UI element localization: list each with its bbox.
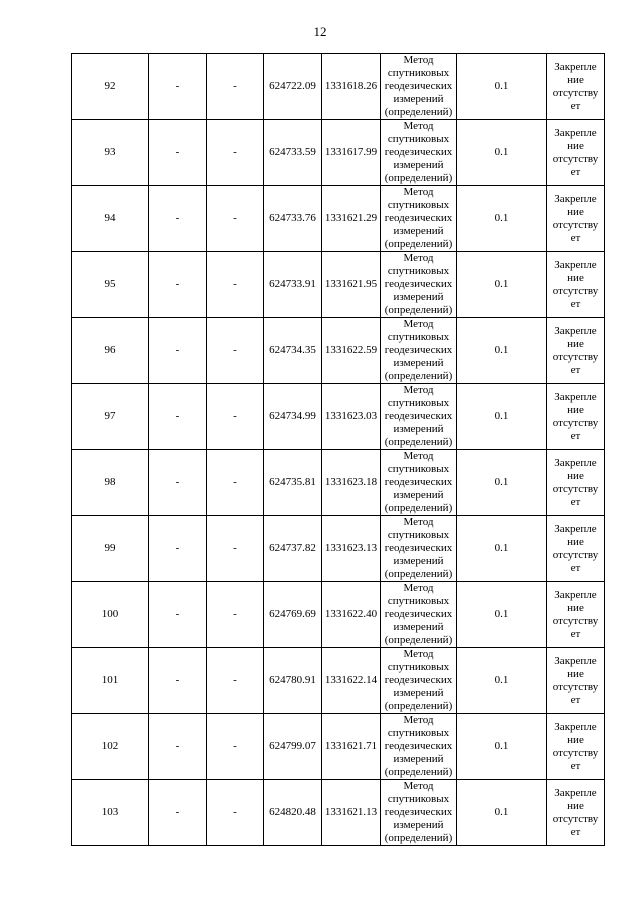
cell-empty-dash: - — [149, 54, 207, 120]
cell-accuracy: 0.1 — [457, 384, 547, 450]
table-row — [72, 780, 605, 846]
cell-fixing: Закрепле ние отсутству ет — [547, 384, 605, 450]
table-row — [72, 648, 605, 714]
table-row — [72, 252, 605, 318]
cell-coordinate-y: 1331622.59 — [322, 318, 381, 384]
cell-empty-dash: - — [149, 186, 207, 252]
cell-accuracy: 0.1 — [457, 54, 547, 120]
cell-accuracy: 0.1 — [457, 120, 547, 186]
cell-method: Метод спутниковых геодезических измерений (определений) — [381, 780, 457, 846]
cell-point-number: 101 — [72, 648, 149, 714]
cell-fixing: Закрепле ние отсутству ет — [547, 582, 605, 648]
cell-fixing: Закрепле ние отсутству ет — [547, 516, 605, 582]
cell-coordinate-y: 1331622.40 — [322, 582, 381, 648]
cell-method: Метод спутниковых геодезических измерений (определений) — [381, 54, 457, 120]
cell-empty-dash: - — [207, 780, 264, 846]
cell-empty-dash: - — [149, 516, 207, 582]
cell-coordinate-y: 1331623.13 — [322, 516, 381, 582]
cell-point-number: 103 — [72, 780, 149, 846]
cell-coordinate-x: 624734.35 — [264, 318, 322, 384]
cell-coordinate-x: 624820.48 — [264, 780, 322, 846]
cell-coordinate-y: 1331617.99 — [322, 120, 381, 186]
cell-coordinate-x: 624735.81 — [264, 450, 322, 516]
cell-empty-dash: - — [207, 120, 264, 186]
table-row — [72, 54, 605, 120]
cell-method: Метод спутниковых геодезических измерений (определений) — [381, 120, 457, 186]
cell-point-number: 92 — [72, 54, 149, 120]
cell-coordinate-y: 1331623.03 — [322, 384, 381, 450]
cell-fixing: Закрепле ние отсутству ет — [547, 120, 605, 186]
table-row — [72, 384, 605, 450]
cell-coordinate-x: 624769.69 — [264, 582, 322, 648]
cell-empty-dash: - — [149, 582, 207, 648]
cell-coordinate-y: 1331623.18 — [322, 450, 381, 516]
cell-point-number: 95 — [72, 252, 149, 318]
cell-accuracy: 0.1 — [457, 252, 547, 318]
cell-coordinate-x: 624799.07 — [264, 714, 322, 780]
table-row — [72, 714, 605, 780]
cell-coordinate-y: 1331621.13 — [322, 780, 381, 846]
cell-point-number: 100 — [72, 582, 149, 648]
cell-empty-dash: - — [149, 648, 207, 714]
cell-point-number: 99 — [72, 516, 149, 582]
table-row — [72, 582, 605, 648]
cell-empty-dash: - — [207, 714, 264, 780]
cell-coordinate-x: 624734.99 — [264, 384, 322, 450]
cell-method: Метод спутниковых геодезических измерений (определений) — [381, 186, 457, 252]
cell-method: Метод спутниковых геодезических измерений (определений) — [381, 714, 457, 780]
cell-coordinate-y: 1331621.29 — [322, 186, 381, 252]
cell-empty-dash: - — [149, 780, 207, 846]
cell-fixing: Закрепле ние отсутству ет — [547, 252, 605, 318]
cell-point-number: 94 — [72, 186, 149, 252]
cell-coordinate-x: 624733.59 — [264, 120, 322, 186]
table-row — [72, 516, 605, 582]
cell-fixing: Закрепле ние отсутству ет — [547, 450, 605, 516]
cell-coordinate-x: 624737.82 — [264, 516, 322, 582]
cell-coordinate-x: 624722.09 — [264, 54, 322, 120]
cell-method: Метод спутниковых геодезических измерений (определений) — [381, 252, 457, 318]
cell-coordinate-y: 1331621.95 — [322, 252, 381, 318]
cell-point-number: 93 — [72, 120, 149, 186]
cell-empty-dash: - — [207, 186, 264, 252]
cell-point-number: 102 — [72, 714, 149, 780]
cell-accuracy: 0.1 — [457, 582, 547, 648]
cell-coordinate-x: 624733.91 — [264, 252, 322, 318]
cell-accuracy: 0.1 — [457, 714, 547, 780]
page-number: 12 — [313, 24, 327, 39]
table-row — [72, 450, 605, 516]
cell-fixing: Закрепле ние отсутству ет — [547, 54, 605, 120]
table-row — [72, 120, 605, 186]
coordinates-table — [71, 53, 605, 846]
cell-empty-dash: - — [207, 384, 264, 450]
cell-fixing: Закрепле ние отсутству ет — [547, 714, 605, 780]
cell-empty-dash: - — [207, 516, 264, 582]
cell-empty-dash: - — [207, 582, 264, 648]
cell-coordinate-x: 624733.76 — [264, 186, 322, 252]
cell-empty-dash: - — [207, 318, 264, 384]
cell-empty-dash: - — [207, 54, 264, 120]
cell-point-number: 98 — [72, 450, 149, 516]
cell-method: Метод спутниковых геодезических измерений (определений) — [381, 516, 457, 582]
cell-empty-dash: - — [207, 648, 264, 714]
cell-fixing: Закрепле ние отсутству ет — [547, 186, 605, 252]
cell-method: Метод спутниковых геодезических измерений (определений) — [381, 318, 457, 384]
cell-empty-dash: - — [207, 252, 264, 318]
cell-accuracy: 0.1 — [457, 450, 547, 516]
cell-accuracy: 0.1 — [457, 516, 547, 582]
table-body — [72, 54, 605, 846]
cell-point-number: 96 — [72, 318, 149, 384]
cell-empty-dash: - — [149, 450, 207, 516]
table-row — [72, 318, 605, 384]
cell-fixing: Закрепле ние отсутству ет — [547, 318, 605, 384]
cell-fixing: Закрепле ние отсутству ет — [547, 780, 605, 846]
cell-point-number: 97 — [72, 384, 149, 450]
cell-method: Метод спутниковых геодезических измерений (определений) — [381, 384, 457, 450]
cell-method: Метод спутниковых геодезических измерений (определений) — [381, 648, 457, 714]
cell-coordinate-x: 624780.91 — [264, 648, 322, 714]
cell-empty-dash: - — [149, 384, 207, 450]
cell-coordinate-y: 1331622.14 — [322, 648, 381, 714]
cell-empty-dash: - — [149, 252, 207, 318]
cell-fixing: Закрепле ние отсутству ет — [547, 648, 605, 714]
cell-accuracy: 0.1 — [457, 186, 547, 252]
table-row — [72, 186, 605, 252]
cell-accuracy: 0.1 — [457, 780, 547, 846]
cell-empty-dash: - — [149, 714, 207, 780]
cell-accuracy: 0.1 — [457, 318, 547, 384]
cell-empty-dash: - — [149, 120, 207, 186]
cell-empty-dash: - — [149, 318, 207, 384]
cell-method: Метод спутниковых геодезических измерений (определений) — [381, 582, 457, 648]
cell-coordinate-y: 1331618.26 — [322, 54, 381, 120]
cell-coordinate-y: 1331621.71 — [322, 714, 381, 780]
cell-method: Метод спутниковых геодезических измерений (определений) — [381, 450, 457, 516]
cell-accuracy: 0.1 — [457, 648, 547, 714]
cell-empty-dash: - — [207, 450, 264, 516]
